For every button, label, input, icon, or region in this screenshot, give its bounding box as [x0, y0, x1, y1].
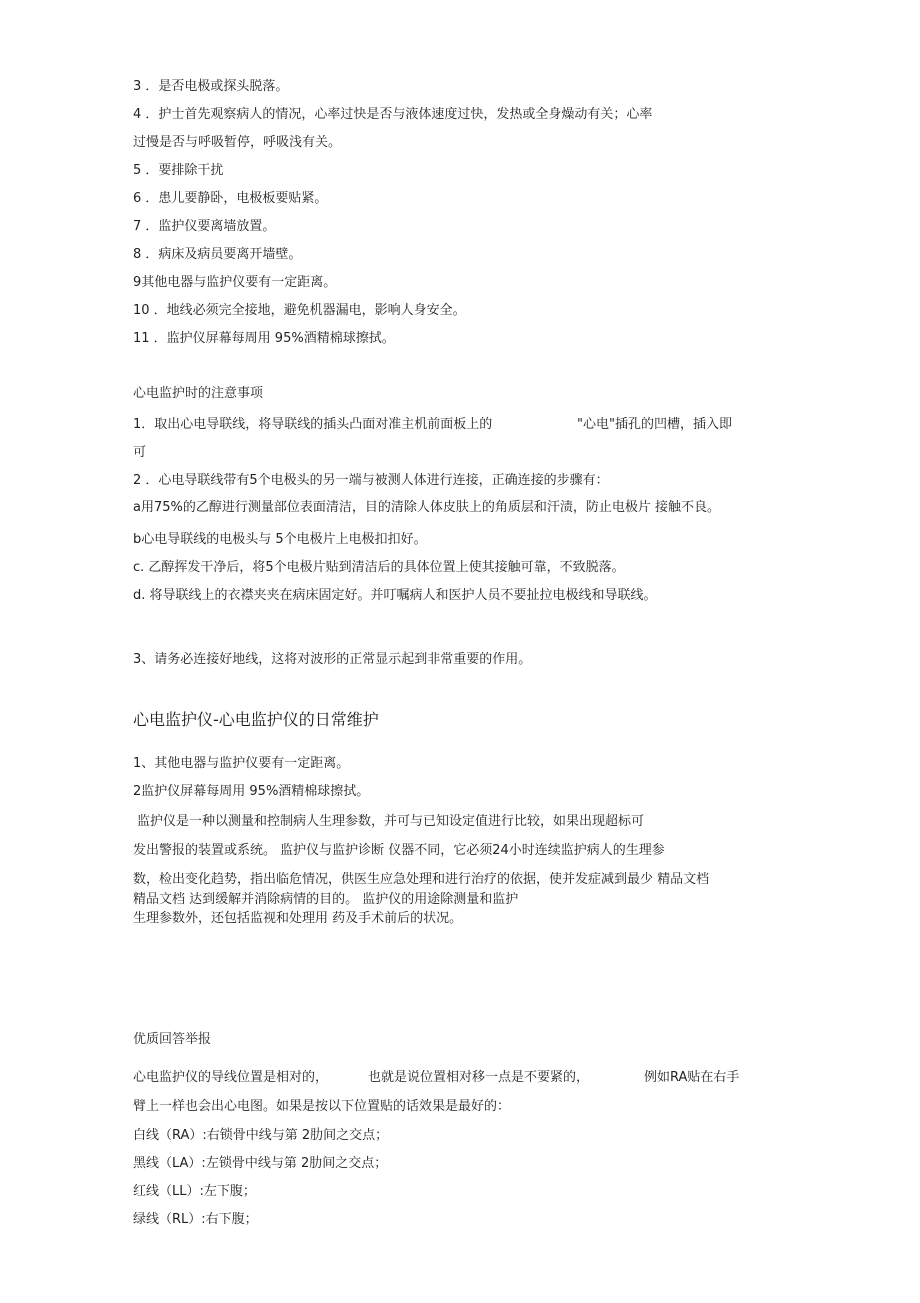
text-line: 2 ．心电导联线带有5个电极头的另一端与被测人体进行连接，正确连接的步骤有： [133, 473, 609, 488]
text-line: 也就是说位置相对移一点是不要紧的， [368, 1070, 590, 1085]
text-line: 3 ．是否电极或探头脱落。 [133, 79, 289, 94]
text-line: 黑线（LA）:左锁骨中线与第 2肋间之交点； [133, 1156, 388, 1171]
section-heading: 优质回答举报 [133, 1032, 212, 1047]
text-line: "心电"插孔的凹槽，插入即 [577, 417, 732, 432]
text-line: 11 ．监护仪屏幕每周用 95%酒精棉球擦拭。 [133, 331, 395, 346]
text-line: 过慢是否与呼吸暂停，呼吸浅有关。 [133, 135, 342, 150]
text-line: 例如RA贴在右手 [644, 1070, 740, 1085]
page-heading: 心电监护仪-心电监护仪的日常维护 [133, 710, 379, 729]
text-line: 9其他电器与监护仪要有一定距离。 [133, 275, 337, 290]
text-line: 心电监护仪的导线位置是相对的， [133, 1070, 329, 1085]
text-line: 白线（RA）:右锁骨中线与第 2肋间之交点； [133, 1128, 389, 1143]
text-line: d. 将导联线上的衣襟夹夹在病床固定好。并叮嘱病人和医护人员不要扯拉电极线和导联线。 [133, 588, 657, 603]
text-line: 10 ．地线必须完全接地，避免机器漏电，影响人身安全。 [133, 303, 466, 318]
text-line: 臂上一样也会出心电图。如果是按以下位置贴的话效果是最好的： [133, 1099, 511, 1114]
text-line: a用75%的乙醇进行测量部位表面清洁，目的清除人体皮肤上的角质层和汗渍，防止电极片 接触不良。 [133, 500, 720, 515]
text-line: c. 乙醇挥发干净后，将5个电极片贴到清洁后的具体位置上使其接触可靠，不致脱落。 [133, 560, 625, 575]
text-line: 生理参数外，还包括监视和处理用 药及手术前后的状况。 [133, 911, 463, 926]
text-line: 1、其他电器与监护仪要有一定距离。 [133, 756, 350, 771]
text-line: 红线（LL）:左下腹； [133, 1184, 256, 1199]
text-line: 发出警报的装置或系统。 监护仪与监护诊断 仪器不同，它必须24小时连续监护病人的生理参 [133, 843, 665, 858]
text-line: 精品文档 达到缓解并消除病情的目的。 监护仪的用途除测量和监护 [133, 892, 519, 907]
section-heading: 心电监护时的注意事项 [133, 386, 264, 401]
text-line: 监护仪是一种以测量和控制病人生理参数，并可与已知设定值进行比较，如果出现超标可 [137, 814, 645, 829]
text-line: 1．取出心电导联线，将导联线的插头凸面对准主机前面板上的 [133, 417, 493, 432]
text-line: 可 [133, 445, 147, 460]
text-line: 3、请务必连接好地线，这将对波形的正常显示起到非常重要的作用。 [133, 652, 532, 667]
text-line: 7 ．监护仪要离墙放置。 [133, 219, 276, 234]
text-line: 8 ．病床及病员要离开墙壁。 [133, 247, 302, 262]
text-line: 5 ．要排除干扰 [133, 163, 224, 178]
text-line: 数，检出变化趋势，指出临危情况，供医生应急处理和进行治疗的依据，使并发症减到最少 精品文档 [133, 872, 710, 887]
text-line: 绿线（RL）:右下腹； [133, 1212, 258, 1227]
text-line: b心电导联线的电极头与 5个电极片上电极扣扣好。 [133, 532, 427, 547]
text-line: 4 ．护士首先观察病人的情况，心率过快是否与液体速度过快，发热或全身燥动有关；心率 [133, 107, 653, 122]
text-line: 6 ．患儿要静卧，电极板要贴紧。 [133, 191, 328, 206]
text-line: 2监护仪屏幕每周用 95%酒精棉球擦拭。 [133, 784, 370, 799]
